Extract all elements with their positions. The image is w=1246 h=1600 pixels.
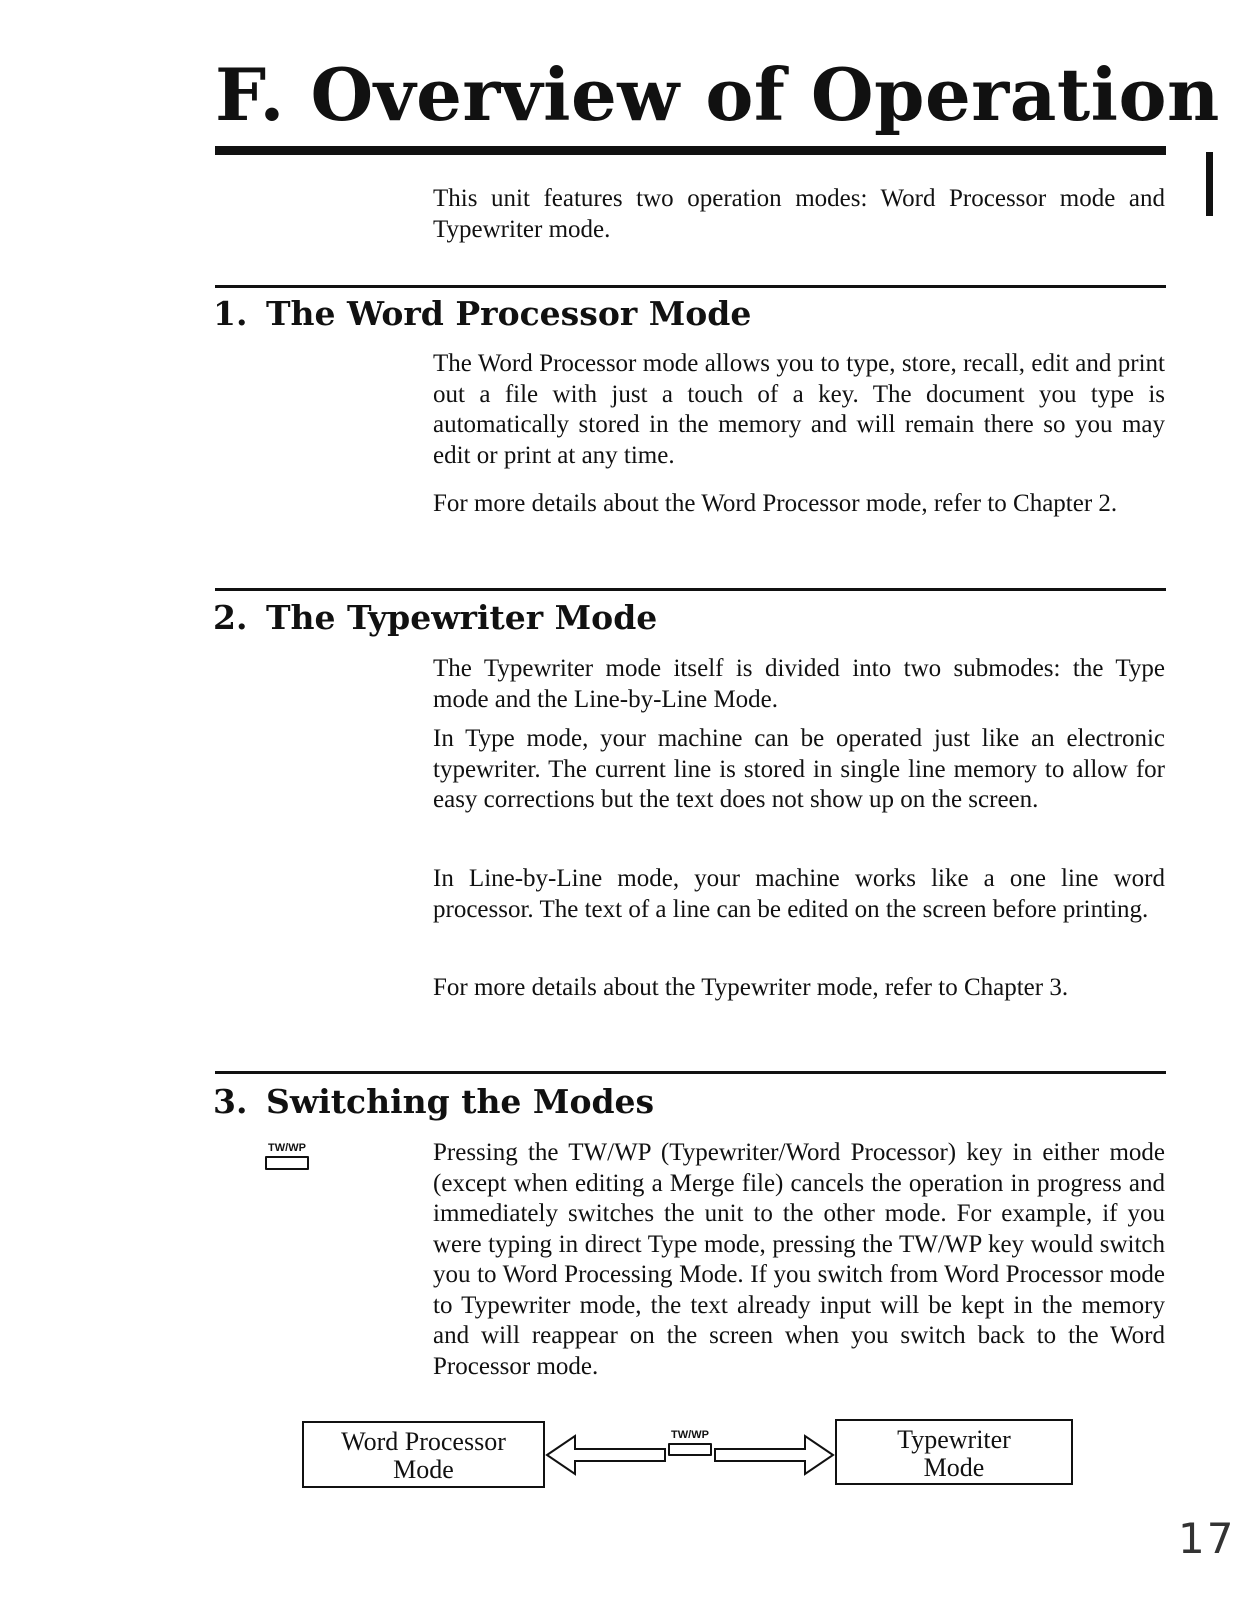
word-processor-box-line-2: Mode: [393, 1455, 454, 1484]
section-3-heading: [213, 1082, 654, 1121]
title-rule: [215, 146, 1166, 155]
word-processor-box-line-1: Word Processor: [341, 1427, 506, 1456]
typewriter-box-line-1: Typewriter: [897, 1425, 1011, 1454]
intro-paragraph: This unit features two operation modes: Word Processor mode and Typewriter mode.: [433, 185, 1165, 243]
section-2-paragraph-3: In Line-by-Line mode, your machine works like a one line word processor. The text of a line can be edited on the screen before printing.: [433, 865, 1165, 923]
section-1-heading: [213, 294, 751, 333]
typewriter-box-line-2: Mode: [923, 1453, 985, 1482]
section-1-number: 1.: [213, 294, 248, 333]
diagram-tw-wp-key-icon: [664, 1429, 716, 1456]
margin-change-bar: [1206, 152, 1213, 216]
section-2-paragraph-2: In Type mode, your machine can be operated just like an electronic typewriter. The current line is stored in single line memory to allow for easy corrections but the text does not show up on the screen.: [433, 725, 1165, 813]
key-cap-shape: [265, 1156, 309, 1170]
section-2-paragraph-4: For more details about the Typewriter mode, refer to Chapter 3.: [433, 974, 1069, 1001]
diagram-key-label: TW/WP: [671, 1429, 709, 1441]
section-3-rule: [215, 1071, 1166, 1074]
section-1-rule: [215, 285, 1166, 288]
word-processor-mode-box: [302, 1421, 545, 1488]
section-3-number: 3.: [213, 1082, 248, 1121]
typewriter-mode-box: [835, 1419, 1073, 1485]
section-1-paragraph-1: The Word Processor mode allows you to type, store, recall, edit and print out a file with just a touch of a key. The document you type is automatically stored in the memory and will remain there so you may edit or print at any time.: [433, 350, 1165, 469]
section-2-title: The Typewriter Mode: [266, 598, 658, 637]
diagram-key-cap-shape: [668, 1443, 712, 1456]
section-1-paragraph-2: For more details about the Word Processor mode, refer to Chapter 2.: [433, 490, 1118, 517]
tw-wp-key-icon: [262, 1142, 312, 1170]
section-3-paragraph-1: Pressing the TW/WP (Typewriter/Word Processor) key in either mode (except when editing a Merge file) cancels the operation in progress and immediately switches the unit to the other mode. For example, if you were typing in direct Type mode, pressing the TW/WP key would switch you to Word Processing Mode. If you switch from Word Processor mode to Typewriter mode, the text already input will be kept in the memory and will reappear on the screen when you switch back to the Word Processor mode.: [433, 1139, 1165, 1380]
section-2-heading: [213, 598, 657, 637]
section-3-title: Switching the Modes: [266, 1082, 655, 1121]
section-2-paragraph-1: The Typewriter mode itself is divided into two submodes: the Type mode and the Line-by-Line Mode.: [433, 655, 1165, 713]
section-2-number: 2.: [213, 598, 248, 637]
page-number: 17: [1178, 1514, 1236, 1563]
section-2-rule: [215, 588, 1166, 591]
section-1-title: The Word Processor Mode: [266, 294, 752, 333]
tw-wp-key-label: TW/WP: [268, 1142, 306, 1154]
chapter-title: F. Overview of Operation: [215, 52, 1220, 137]
